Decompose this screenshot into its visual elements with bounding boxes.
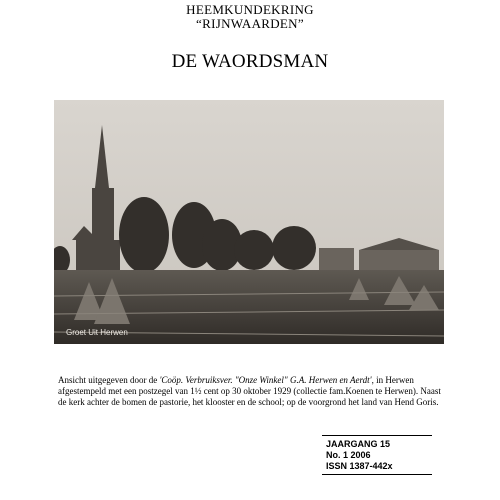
caption-rest: , in Herwen afgestempeld met een postzegel van 1½ cent op 30 oktober 1929 (collectie fam.Koenen te Herwen). Naast de kerk achter de bomen de pastorie, het klooster en de school; op de voorgrond het land van Hend Goris. bbox=[58, 375, 441, 407]
photo-caption bbox=[58, 375, 448, 408]
caption-prefix: Ansicht uitgegeven door de bbox=[58, 375, 160, 385]
issue-info-box bbox=[322, 435, 432, 475]
postcard-label: Groet Uit Herwen bbox=[66, 328, 128, 337]
organization-name-line1: HEEMKUNDEKRING bbox=[186, 2, 314, 17]
caption-publisher: 'Coöp. Verbruiksver. "Onze Winkel" G.A. Herwen en Aerdt' bbox=[159, 375, 372, 385]
postcard-photo bbox=[54, 100, 444, 344]
magazine-title: DE WAORDSMAN bbox=[171, 51, 329, 72]
issue-volume: JAARGANG 15 bbox=[326, 439, 391, 449]
issue-issn: ISSN 1387-442x bbox=[326, 461, 393, 471]
postcard-photo-illustration bbox=[54, 100, 444, 344]
organization-name-line2: “RIJNWAARDEN” bbox=[196, 16, 304, 31]
issue-number: No. 1 2006 bbox=[326, 450, 371, 460]
